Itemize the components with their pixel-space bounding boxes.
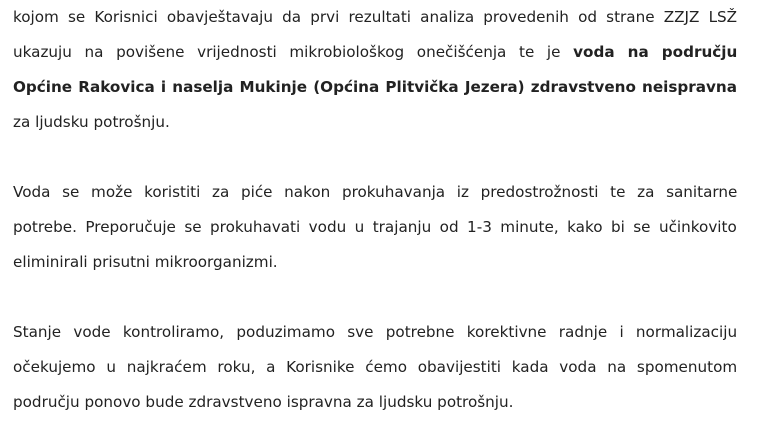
paragraph-status [13,315,737,420]
paragraph-notice [13,0,737,140]
text-line [13,0,737,35]
text-run: Voda se može koristiti za piće nakon prokuhavanja iz predostrožnosti te za sanitarne [13,183,738,201]
text-line [13,385,737,420]
text-line [13,245,737,280]
text-line [13,35,737,70]
text-run-bold: Općine Rakovica i naselja Mukinje (Općina Plitvička Jezera) zdravstveno neispravna [13,78,737,96]
text-run-bold: voda na području [573,43,738,61]
text-run: eliminirali prisutni mikroorganizmi. [13,253,278,271]
text-line [13,105,737,140]
text-line [13,210,737,245]
text-line-bold [13,70,737,105]
text-run: kojom se Korisnici obavještavaju da prvi rezultati analiza provedenih od strane ZZJZ LSŽ [13,8,738,26]
text-run: potrebe. Preporučuje se prokuhavati vodu u trajanju od 1-3 minute, kako bi se učinkovito [13,218,737,236]
document-body [13,0,737,420]
text-run: ukazuju na povišene vrijednosti mikrobiološkog onečišćenja te je [13,43,574,61]
text-line [13,350,737,385]
text-line [13,315,737,350]
text-line [13,175,737,210]
text-run: očekujemo u najkraćem roku, a Korisnike ćemo obavijestiti kada voda na spomenutom [13,358,738,376]
text-run: području ponovo bude zdravstveno ispravna za ljudsku potrošnju. [13,393,514,411]
paragraph-usage-advice [13,175,737,280]
text-run: za ljudsku potrošnju. [13,113,170,131]
text-run: Stanje vode kontroliramo, poduzimamo sve potrebne korektivne radnje i normalizaciju [13,323,738,341]
